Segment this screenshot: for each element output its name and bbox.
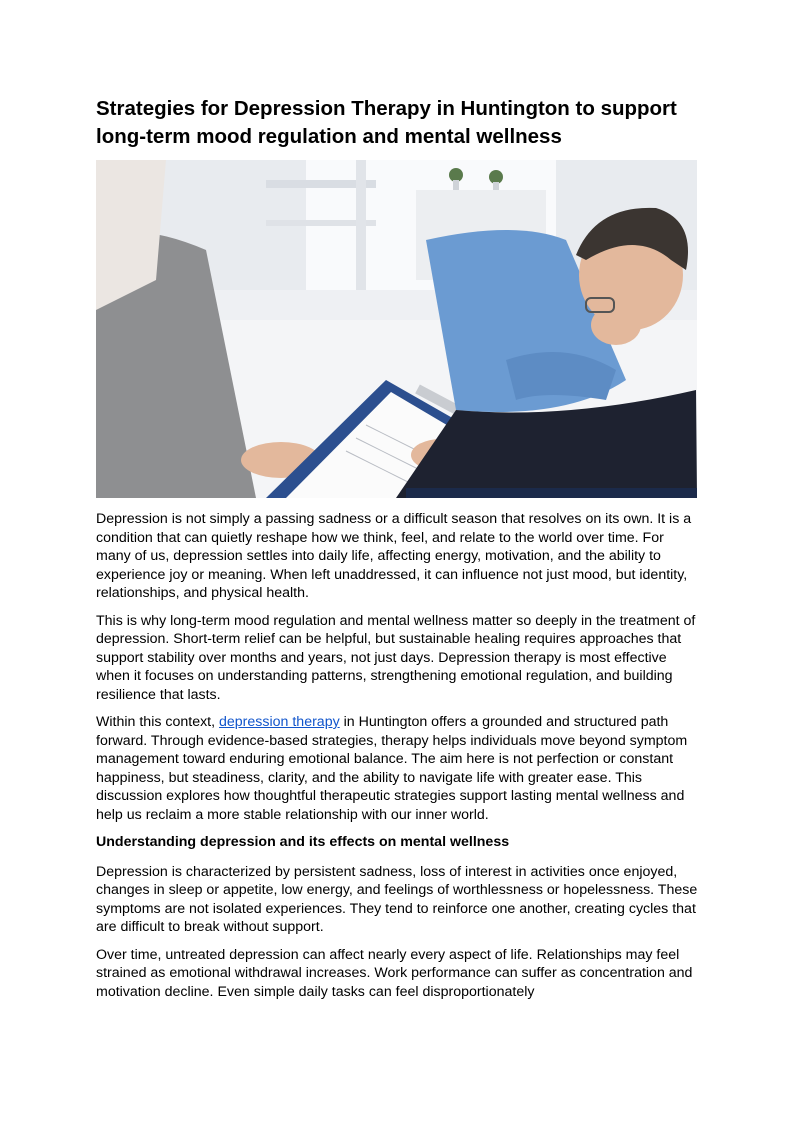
paragraph-5: Over time, untreated depression can affect nearly every aspect of life. Relationships may feel strained as emotional withdrawal increases. Work performance can suffer as concentration and motivation decline. Even simple daily tasks can feel disproportionately [96,946,693,1000]
paragraph-3 [96,713,702,824]
paragraph-3-rest: in Huntington offers a grounded and structured path forward. Through evidence-based strategies, therapy helps individuals move beyond symptom management toward enduring emotional balance. The aim here is not perfection or constant happiness, but steadiness, clarity, and the ability to navigate life with greater ease. This discussion explores how thoughtful therapeutic strategies support lasting mental wellness and help us reclaim a more stable relationship with our inner world. [96,714,688,823]
hero-image [96,160,697,498]
article-body [96,510,702,1010]
paragraph-2: This is why long-term mood regulation and mental wellness matter so deeply in the treatment of depression. Short-term relief can be helpful, but sustainable healing requires approaches that support stability over months and years, not just days. Depression therapy is most effective when it focuses on understanding patterns, strengthening emotional regulation, and building resilience that lasts. [96,612,696,703]
depression-therapy-link[interactable]: depression therapy [219,714,340,730]
page-title: Strategies for Depression Therapy in Huntington to support long-term mood regulation and mental wellness [96,97,677,148]
therapy-session-illustration [96,160,697,498]
paragraph-3-start: Within this context, [96,714,220,730]
paragraph-1: Depression is not simply a passing sadness or a difficult season that resolves on its own. It is a condition that can quietly reshape how we think, feel, and relate to the world over time. For many of us, depression settles into daily life, affecting energy, motivation, and the ability to experience joy or meaning. When left unaddressed, it can influence not just mood, but identity, relationships, and physical health. [96,511,692,601]
paragraph-4: Depression is characterized by persistent sadness, loss of interest in activities once enjoyed, changes in sleep or appetite, low energy, and feelings of worthlessness or hopelessness. These symptoms are not isolated experiences. They tend to reinforce one another, creating cycles that are difficult to break without support. [96,863,698,935]
section-heading: Understanding depression and its effects on mental wellness [96,834,510,850]
